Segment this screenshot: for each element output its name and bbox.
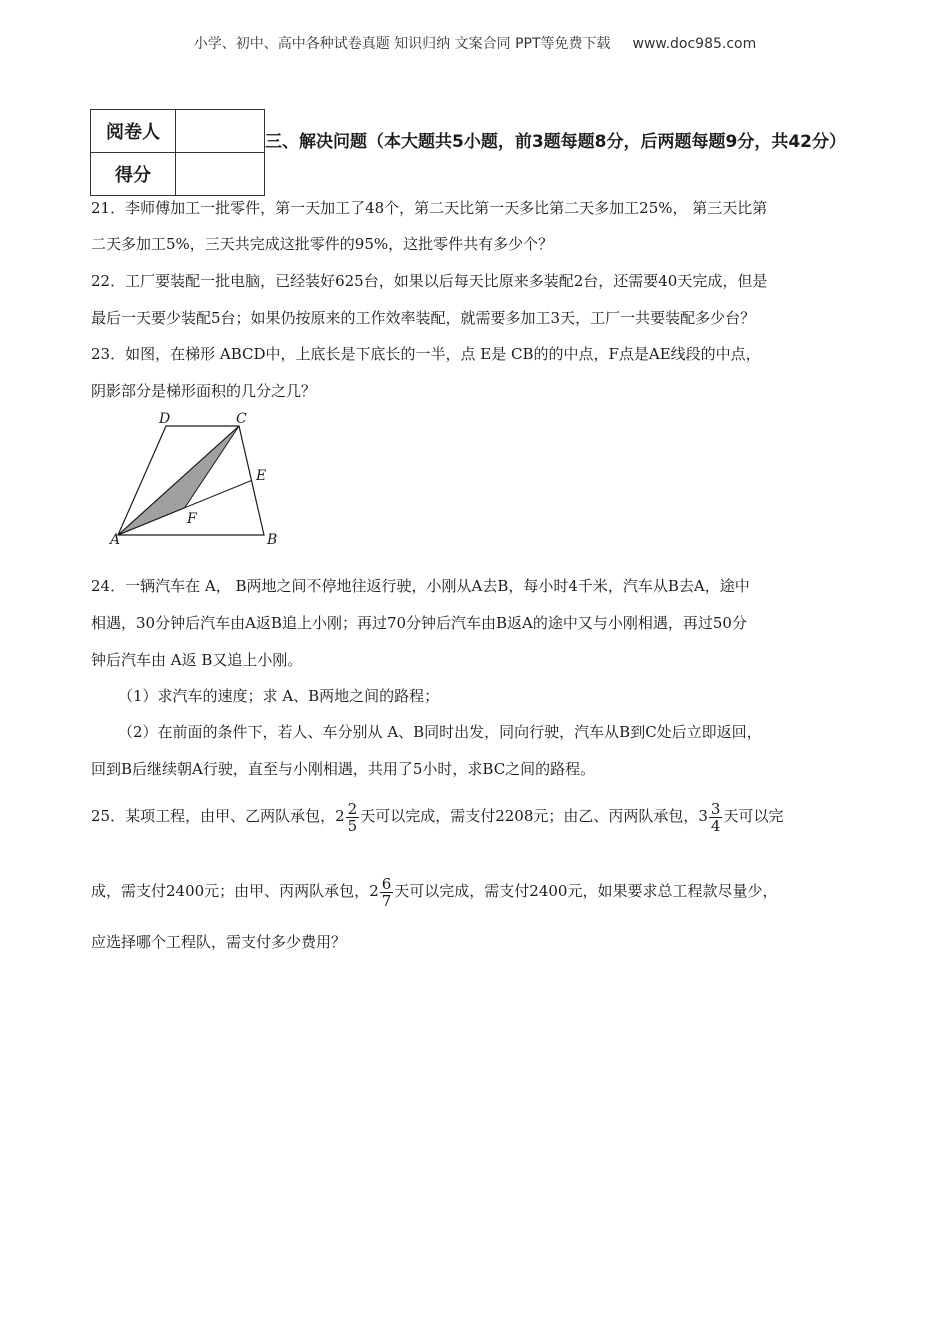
fraction-a xyxy=(346,801,360,834)
fraction-c-num: 6 xyxy=(381,874,392,893)
q22-line1: 22．工厂要装配一批电脑，已经装好625台，如果以后每天比原来多装配2台，还需要40天完成，但是 xyxy=(91,272,768,290)
fraction-a-num: 2 xyxy=(347,799,358,818)
header-url: www.doc985.com xyxy=(632,36,757,52)
q24-line1: 24．一辆汽车在 A， B两地之间不停地往返行驶，小刚从A去B，每小时4千米，汽车从B去A，途中 xyxy=(91,577,750,595)
q25-mid: 天可以完成，需支付2208元；由乙、丙两队承包， xyxy=(360,807,699,825)
q22-line2: 最后一天要少装配5台；如果仍按原来的工作效率装配，就需要多加工3天，工厂一共要装配多少台？ xyxy=(91,309,756,327)
q24-sub2-line1: （2）在前面的条件下，若人、车分别从 A、B同时出发，同向行驶，汽车从B到C处后立即返回， xyxy=(118,723,762,741)
label-d: D xyxy=(159,411,171,427)
fraction-b xyxy=(709,801,723,834)
score-table xyxy=(90,109,265,196)
label-f: F xyxy=(187,511,197,527)
mixed-number-c xyxy=(369,874,394,910)
q25-c-prefix: 成，需支付2400元；由甲、丙两队承包， xyxy=(91,882,370,900)
q23-line1: 23．如图，在梯形 ABCD中，上底长是下底长的一半，点 E是 CB的的中点，F点是AE线段的中点， xyxy=(91,345,761,363)
mixed-c-whole: 2 xyxy=(369,882,379,900)
page-header xyxy=(0,33,950,53)
q21-line1: 21．李师傅加工一批零件，第一天加工了48个，第二天比第一天多比第二天多加工25%， 第三天比第 xyxy=(91,199,768,217)
q24-sub1: （1）求汽车的速度；求 A、B两地之间的路程； xyxy=(118,687,440,705)
q25-line1 xyxy=(91,798,891,834)
q25-line2 xyxy=(91,873,891,909)
q25-c-suffix: 天可以完成，需支付2400元，如果要求总工程款尽量少， xyxy=(394,882,778,900)
fraction-c xyxy=(380,876,394,909)
label-b: B xyxy=(267,532,278,548)
score-label: 得分 xyxy=(91,153,176,196)
label-e: E xyxy=(256,468,267,484)
q25-line3: 应选择哪个工程队，需支付多少费用？ xyxy=(91,933,347,951)
fraction-c-den: 7 xyxy=(381,891,392,910)
trapezoid-figure xyxy=(108,408,288,550)
q21-line2: 二天多加工5%，三天共完成这批零件的95%，这批零件共有多少个？ xyxy=(91,235,554,253)
q23-line2: 阴影部分是梯形面积的几分之几？ xyxy=(91,382,317,400)
mixed-a-whole: 2 xyxy=(335,807,345,825)
q25-b-suffix: 天可以完 xyxy=(723,807,784,825)
mixed-number-a xyxy=(335,799,360,835)
q24-line3: 钟后汽车由 A返 B又追上小刚。 xyxy=(91,651,303,669)
q25-prefix: 25．某项工程，由甲、乙两队承包， xyxy=(91,807,336,825)
label-c: C xyxy=(236,411,247,427)
header-text: 小学、初中、高中各种试卷真题 知识归纳 文案合同 PPT等免费下载 xyxy=(193,36,611,52)
section-title: 三、解决问题（本大题共5小题，前3题每题8分，后两题每题9分，共42分） xyxy=(265,132,846,152)
fraction-a-den: 5 xyxy=(347,816,358,835)
q24-sub2-line2: 回到B后继续朝A行驶，直至与小刚相遇，共用了5小时，求BC之间的路程。 xyxy=(91,760,596,778)
fraction-b-den: 4 xyxy=(710,816,721,835)
reviewer-value-cell xyxy=(176,110,265,153)
q24-line2: 相遇，30分钟后汽车由A返B追上小刚；再过70分钟后汽车由B返A的途中又与小刚相遇，再过50分 xyxy=(91,614,747,632)
mixed-b-whole: 3 xyxy=(698,807,708,825)
label-a: A xyxy=(110,532,121,548)
reviewer-label: 阅卷人 xyxy=(91,110,176,153)
segment-ac xyxy=(118,426,239,535)
fraction-b-num: 3 xyxy=(710,799,721,818)
mixed-number-b xyxy=(698,799,723,835)
